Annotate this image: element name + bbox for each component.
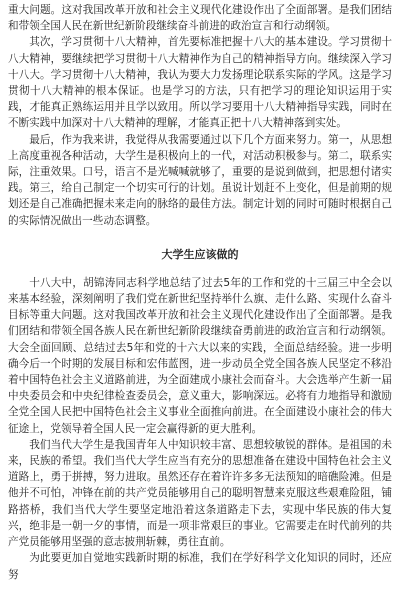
congress-paragraph: 十八大中，胡锦涛同志科学地总结了过去5年的工作和党的十三届三中全会以来基本经验，深刻阐明了我们党在新世纪坚持举什么旗、走什么路、实现什么奋斗目标等重大问题。这对我国改革开放和社会主义现代化建设作出了全面部署。是我们团结和带领全国各族人民在新世纪新阶段继续奋勇前进的政治宣言和行动纲领。大会全面回顾、总结过去5年和党的十六大以来的实践，全面总结经验。进一步明确今后一个时期的发展目标和宏伟蓝图，进一步动员全党全国各族人民坚定不移沿着中国特色社会主义道路前进，为全面建成小康社会而奋斗。大会选举产生新一届中央委员会和中央纪律检查委员会，意义重大，影响深远。必将有力地指导和激励全党全国人民把中国特色社会主义事业全面推向前进。在全面建设小康社会的伟大征途上，党领导着全国人民一定会赢得新的更大胜利。: [8, 276, 392, 435]
last-paragraph: 为此要更加自觉地实践新时期的标准，我们在学好科学文化知识的同时，还应努: [8, 552, 392, 581]
section-heading: 大学生应该做的: [161, 247, 239, 261]
finally-paragraph: 最后，作为我来讲，我觉得从我需要通过以下几个方面来努力。第一，从思想上高度重视各种活动，大学生是积极向上的一代，对活动积极参与。第二，联系实际，注重效果。口号，语言不是光喊喊就够了，重要的是说到做到，把思想付诸实践。第三，给自己制定一个切实可行的计划。虽说计划赶不上变化，但是前期的规划还是自己准确把握未来走向的脉络的最佳方法。制定计划的同时可随时根据自己的实际情况做出一些动态调整。: [8, 133, 392, 227]
second-paragraph: 其次，学习贯彻十八大精神，首先要标准把握十八大的基本建设。学习贯彻十八大精神，要继续把学习贯彻十八大精神作为自己的精神指导方向。继续深入学习十八大。学习贯彻十八大精神，我认为要大力发扬理论联系实际的学风。这是学习贯彻十八大精神的根本保证。也是学习的方法，只有把学习的理论知识运用于实践，才能真正熟练运用并且学以致用。所以学习要用十八大精神指导实践，同时在不断实践中加深对十八大精神的理解，才能真正把十八大精神落到实处。: [8, 36, 392, 130]
youth-paragraph: 我们当代大学生是我国青年人中知识较丰富、思想较敏锐的群体。是祖国的未来，民族的希望。我们当代大学生应当有充分的思想准备在建设中国特色社会主义道路上，勇于拼搏，努力进取。虽然还存在着许许多多无法预知的暗礁险滩。但是他并不可怕，冲锋在前的共产党员能够用自己的聪明智慧来克服这些艰难险阻，铺路搭桥，我们当代大学生要坚定地沿着这条道路走下去，实现中华民族的伟大复兴，绝非是一朝一夕的事情，而是一项非常艰巨的事业。它需要走在时代前列的共产党员能够用坚强的意志披荆斩棘，勇往直前。: [8, 438, 392, 549]
intro-paragraph: 重大问题。这对我国改革开放和社会主义现代化建设作出了全面部署。是我们团结和带领全国人民在新世纪新阶段继续奋斗前进的政治宣言和行动纲领。: [8, 4, 392, 33]
